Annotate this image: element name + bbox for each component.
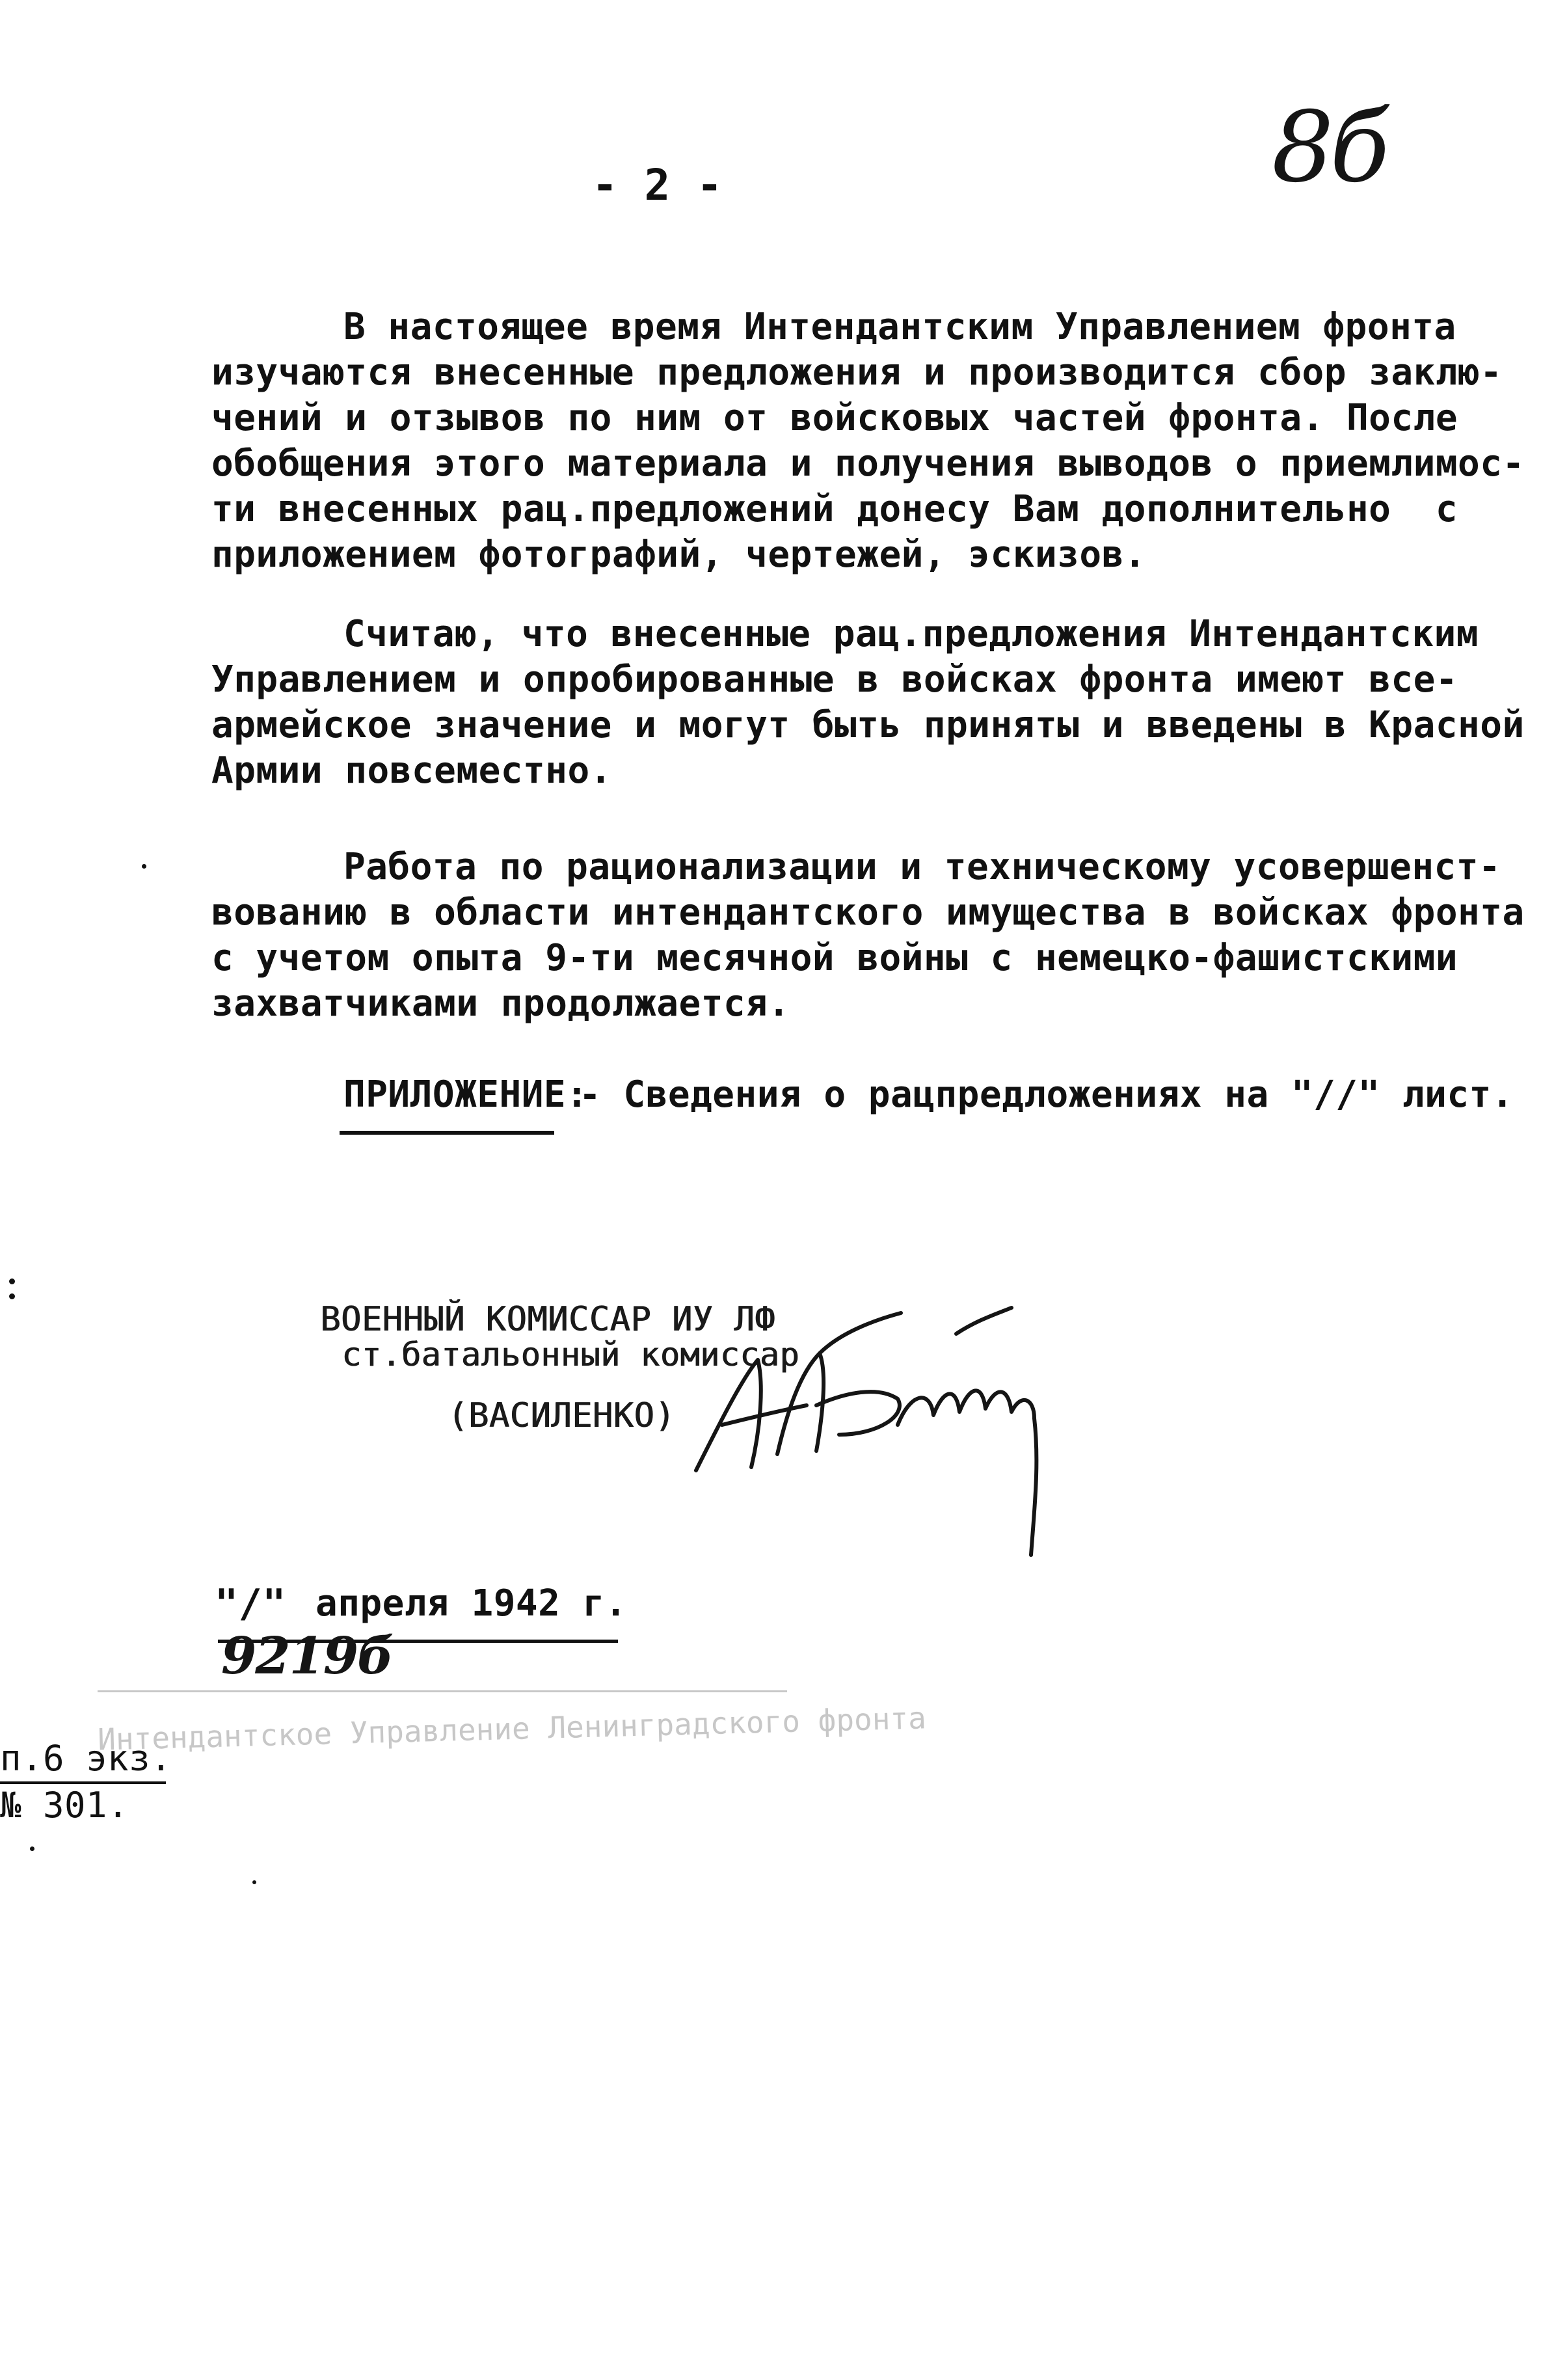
- handwritten-signature: [683, 1295, 1047, 1575]
- text-line: ти внесенных рац.предложений донесу Вам дополнительно с: [211, 488, 1458, 530]
- signature-stroke: [722, 1405, 807, 1425]
- signature-stroke: [816, 1392, 900, 1435]
- text-line: армейское значение и могут быть приняты и введены в Красной: [211, 704, 1525, 746]
- signatory-rank: ст.батальонный комиссар: [342, 1336, 799, 1373]
- edge-mark: [142, 864, 146, 869]
- text-line: захватчиками продолжается.: [211, 982, 790, 1025]
- text-line: чений и отзывов по ним от войсковых частей фронта. После: [211, 397, 1458, 439]
- date-rest: апреля 1942 г.: [315, 1582, 628, 1625]
- text-line: вованию в области интендантского имущества в войсках фронта: [211, 891, 1525, 934]
- text-line: приложением фотографий, чертежей, эскизов.: [211, 534, 1147, 576]
- signature-stroke: [956, 1308, 1012, 1334]
- text-line: Управлением и опробированные в войсках фронта имеют все-: [211, 658, 1458, 701]
- text-line: изучаются внесенные предложения и производится сбор заклю-: [211, 351, 1503, 394]
- signature-stroke: [820, 1313, 901, 1353]
- date-day: "/": [215, 1581, 286, 1627]
- signatory-name: (ВАСИЛЕНКО): [448, 1396, 675, 1435]
- text-line: В настоящее время Интендантским Управлением фронта: [343, 306, 1456, 348]
- attachment-underline: [340, 1131, 554, 1135]
- stamp-underline: [98, 1690, 787, 1692]
- text-line: обобщения этого материала и получения выводов о приемлимос-: [211, 442, 1525, 485]
- signatory-title: ВОЕННЫЙ КОМИССАР ИУ ЛФ: [320, 1300, 775, 1339]
- signature-stroke: [1031, 1418, 1036, 1555]
- page-number: - 2 -: [592, 160, 723, 210]
- text-line: с учетом опыта 9-ти месячной войны с немецко-фашистскими: [211, 937, 1458, 979]
- registration-number: 9219б: [221, 1627, 393, 1686]
- signature-stroke: [696, 1360, 761, 1470]
- text-line: Работа по рационализации и техническому усовершенст-: [343, 846, 1501, 888]
- faint-stamp: Интендантское Управление Ленинградского фронта: [97, 1700, 927, 1757]
- attachment-label: ПРИЛОЖЕНИЕ:: [343, 1074, 589, 1116]
- attachment-text: - Сведения о рацпредложениях на "//" лист.: [579, 1074, 1514, 1116]
- copies-note: п.6 экз.: [0, 1738, 172, 1779]
- document-number: № 301.: [0, 1785, 129, 1826]
- text-line: Считаю, что внесенные рац.предложения Интендантским: [343, 613, 1479, 655]
- edge-mark: [9, 1278, 15, 1284]
- edge-mark: [30, 1846, 34, 1851]
- signature-stroke: [898, 1390, 1034, 1425]
- archive-page-number: 8б: [1272, 91, 1386, 204]
- text-line: Армии повсеместно.: [211, 750, 612, 792]
- edge-mark: [9, 1293, 15, 1299]
- edge-mark: [252, 1880, 256, 1884]
